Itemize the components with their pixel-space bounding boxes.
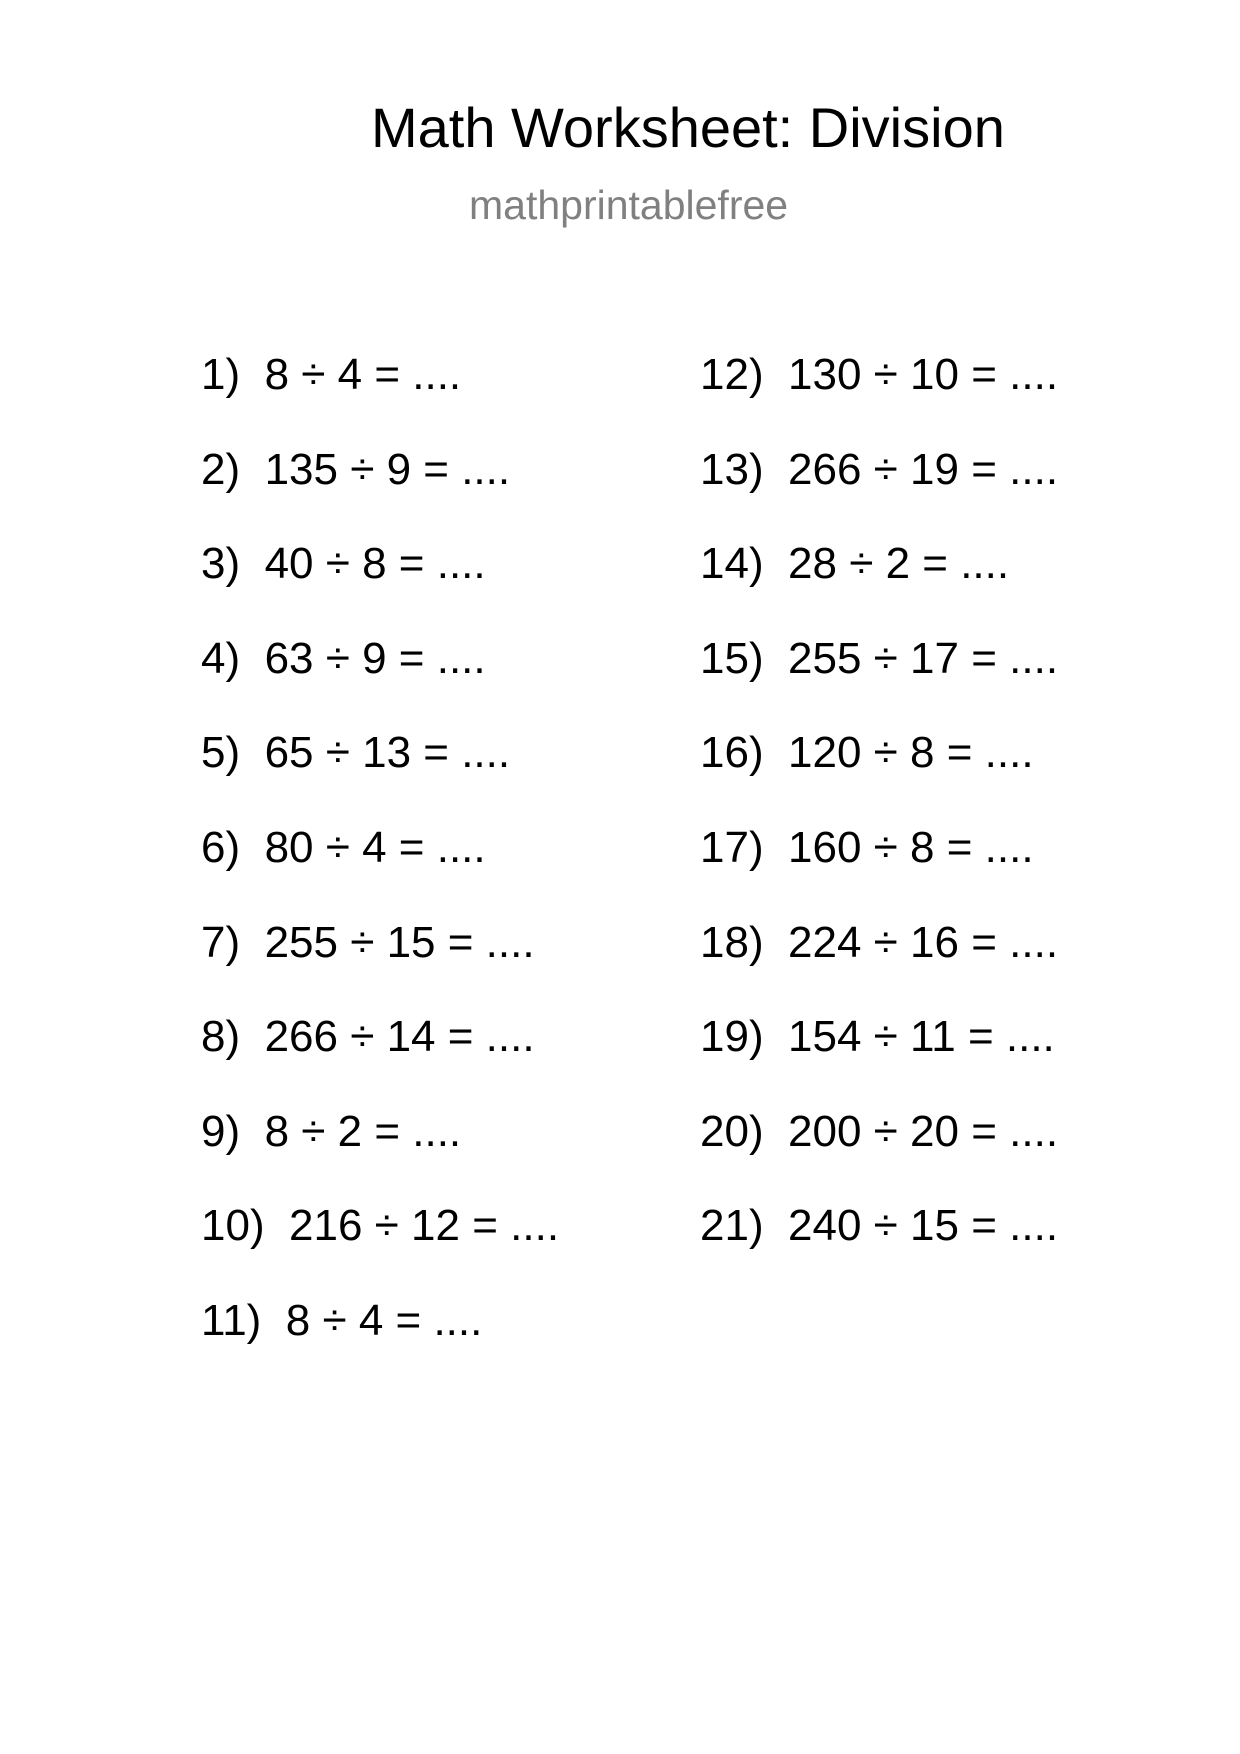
page-subtitle: mathprintablefree: [469, 182, 789, 228]
problem-item: 10) 216 ÷ 12 = ....: [201, 1201, 560, 1251]
problem-item: 4) 63 ÷ 9 = ....: [201, 633, 486, 683]
problem-item: 13) 266 ÷ 19 = ....: [700, 444, 1059, 494]
problem-item: 8) 266 ÷ 14 = ....: [201, 1012, 535, 1062]
problem-item: 9) 8 ÷ 2 = ....: [201, 1106, 462, 1156]
problem-item: 15) 255 ÷ 17 = ....: [700, 633, 1059, 683]
problem-item: 18) 224 ÷ 16 = ....: [700, 917, 1059, 967]
problem-item: 14) 28 ÷ 2 = ....: [700, 539, 1010, 589]
problem-item: 1) 8 ÷ 4 = ....: [201, 350, 462, 399]
problem-item: 17) 160 ÷ 8 = ....: [700, 822, 1034, 872]
problem-item: 19) 154 ÷ 11 = ....: [700, 1012, 1055, 1062]
problem-item: 21) 240 ÷ 15 = ....: [700, 1201, 1059, 1251]
problem-item: 12) 130 ÷ 10 = ....: [700, 350, 1059, 399]
problem-item: 2) 135 ÷ 9 = ....: [201, 444, 511, 494]
problem-item: 7) 255 ÷ 15 = ....: [201, 917, 535, 967]
page-title: Math Worksheet: Division: [371, 96, 1005, 159]
problems-left-column: [201, 350, 560, 1394]
problems-right-column: [700, 350, 1059, 1299]
problem-item: 16) 120 ÷ 8 = ....: [700, 728, 1034, 778]
problem-item: 11) 8 ÷ 4 = ....: [201, 1295, 483, 1345]
problem-item: 20) 200 ÷ 20 = ....: [700, 1106, 1059, 1156]
problem-item: 3) 40 ÷ 8 = ....: [201, 539, 486, 589]
problem-item: 5) 65 ÷ 13 = ....: [201, 728, 511, 778]
problem-item: 6) 80 ÷ 4 = ....: [201, 822, 486, 872]
